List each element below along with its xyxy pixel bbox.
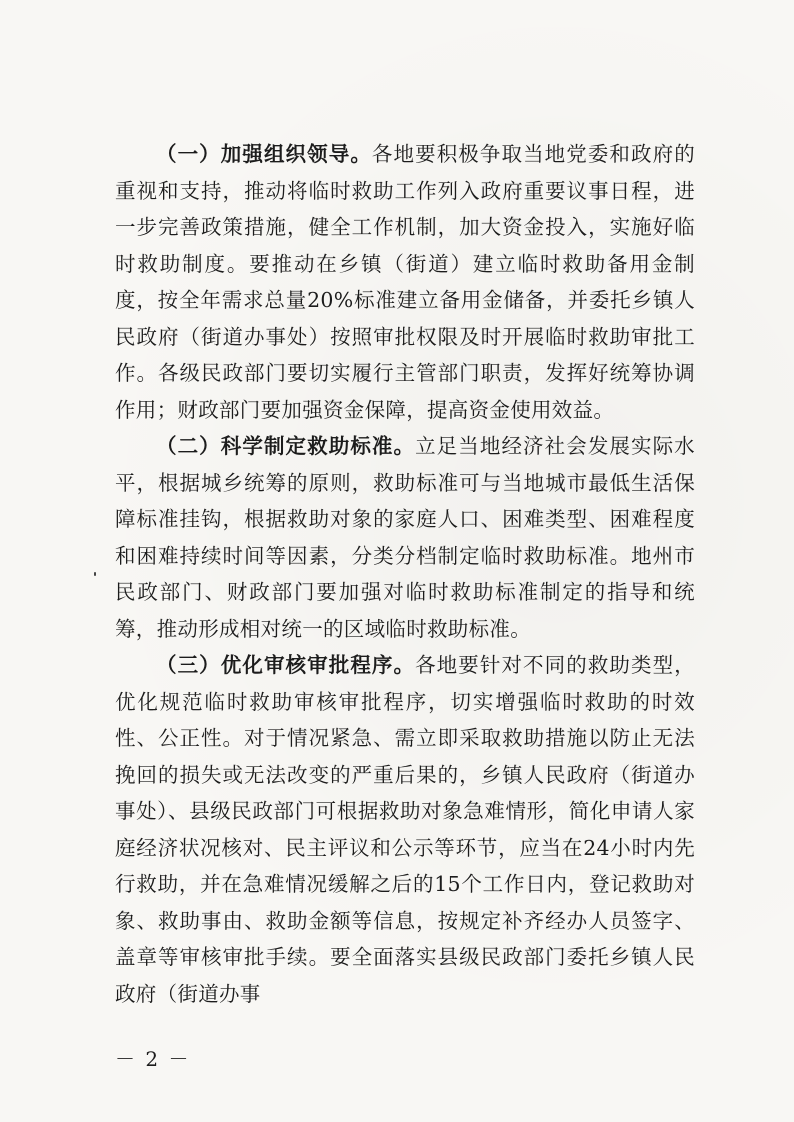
paragraph-text: 各地要针对不同的救助类型，优化规范临时救助审核审批程序，切实增强临时救助的时效性、公正性。对于情况紧急、需立即采取救助措施以防止无法挽回的损失或无法改变的严重后果的，乡镇人民政府（街道办事处）、县级民政部门可根据救助对象急难情形，简化申请人家庭经济状况核对、民主评议和公示等环节，应当在24小时内先行救助，并在急难情况缓解之后的15个工作日内，登记救助对象、救助事由、救助金额等信息，按规定补齐经办人员签字、盖章等审核审批手续。要全面落实县级民政部门委托乡镇人民政府（街道办事 xyxy=(115,653,695,1006)
paragraph-text: 立足当地经济社会发展实际水平，根据城乡统筹的原则，救助标准可与当地城市最低生活保障标准挂钩，根据救助对象的家庭人口、困难类型、困难程度和困难持续时间等因素，分类分档制定临时救助标准。地州市民政部门、财政部门要加强对临时救助标准制定的指导和统筹，推动形成相对统一的区域临时救助标准。 xyxy=(115,434,695,641)
paragraph-organization-leadership xyxy=(115,136,695,428)
paragraph-assistance-standard xyxy=(115,428,695,647)
paragraph-review-approval xyxy=(115,647,695,1012)
page-number: － 2 － xyxy=(115,1047,191,1071)
paragraph-text: 各地要积极争取当地党委和政府的重视和支持，推动将临时救助工作列入政府重要议事日程，进一步完善政策措施，健全工作机制，加大资金投入，实施好临时救助制度。要推动在乡镇（街道）建立临时救助备用金制度，按全年需求总量20%标准建立备用金储备，并委托乡镇人民政府（街道办事处）按照审批权限及时开展临时救助审批工作。各级民政部门要切实履行主管部门职责，发挥好统筹协调作用；财政部门要加强资金保障，提高资金使用效益。 xyxy=(115,142,696,422)
scan-speck xyxy=(94,572,96,576)
paragraph-heading: （三）优化审核审批程序。 xyxy=(156,653,416,677)
paragraph-heading: （一）加强组织领导。 xyxy=(156,142,372,166)
paragraph-heading: （二）科学制定救助标准。 xyxy=(156,434,416,458)
document-body xyxy=(115,136,695,1012)
